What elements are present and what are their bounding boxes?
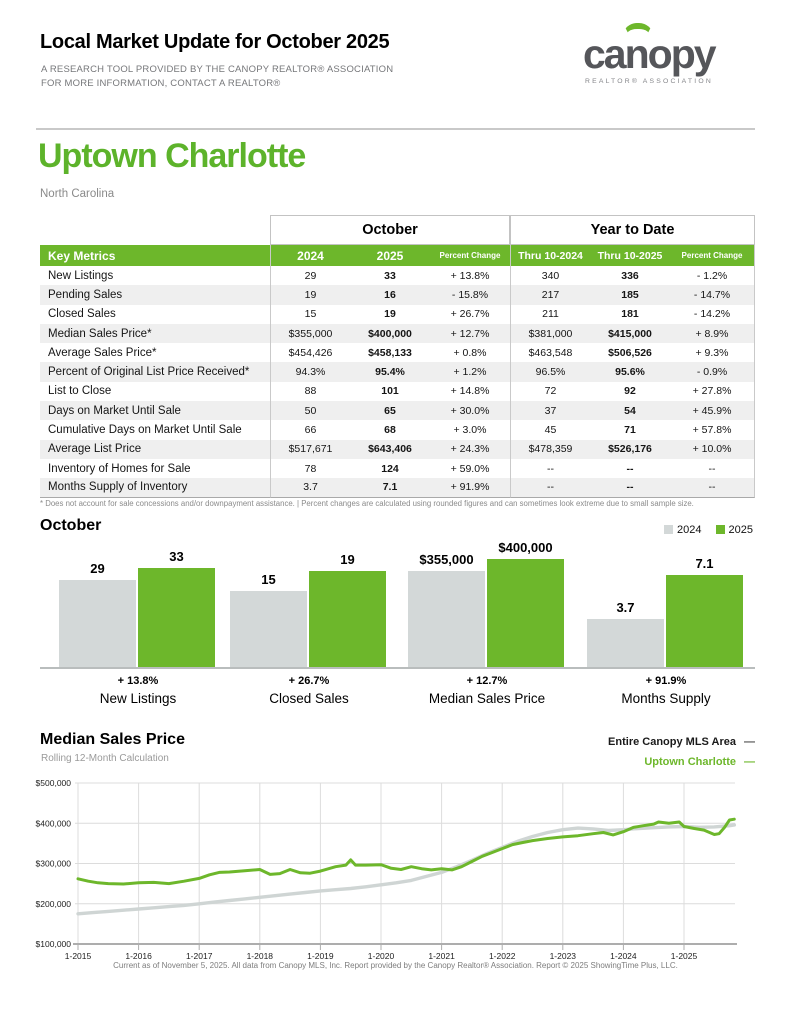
metric-label: New Listings bbox=[48, 269, 114, 282]
metric-label: Percent of Original List Price Received* bbox=[40, 362, 270, 381]
bar-value-2024: 15 bbox=[261, 572, 276, 587]
bar-2025 bbox=[138, 568, 215, 667]
bar-group bbox=[59, 510, 217, 715]
median-price-line-chart bbox=[35, 775, 757, 967]
metric-value: 19 bbox=[384, 308, 396, 321]
metric-value: + 0.8% bbox=[453, 346, 487, 359]
metric-value: 95.6% bbox=[590, 362, 670, 381]
metric-value: + 59.0% bbox=[450, 462, 490, 475]
canopy-tagline: REALTOR® ASSOCIATION bbox=[585, 78, 713, 85]
metric-value: -- bbox=[510, 478, 590, 497]
group-header-october: October bbox=[270, 215, 510, 245]
legend-label: 2024 bbox=[677, 524, 702, 536]
bar-value-2025: $400,000 bbox=[498, 540, 553, 555]
metric-value: 217 bbox=[510, 285, 590, 304]
column-header: Percent Change bbox=[670, 245, 755, 266]
metric-value: 336 bbox=[621, 269, 639, 282]
canopy-logo bbox=[583, 31, 755, 85]
canopy-arc-icon bbox=[623, 23, 653, 42]
bar-category-label: New Listings bbox=[99, 691, 177, 706]
line-legend-item bbox=[608, 756, 755, 768]
x-tick-label: 1-2020 bbox=[367, 951, 395, 961]
metric-value: - 15.8% bbox=[430, 285, 510, 304]
metric-value: -- bbox=[510, 459, 590, 478]
metric-value: $355,000 bbox=[270, 324, 350, 343]
line-chart-subtitle: Rolling 12-Month Calculation bbox=[41, 753, 169, 764]
metric-value: 33 bbox=[384, 269, 396, 282]
y-tick-label: $300,000 bbox=[35, 858, 71, 869]
metric-value: + 12.7% bbox=[430, 324, 510, 343]
y-tick-label: $100,000 bbox=[35, 939, 71, 949]
october-bar-chart bbox=[40, 510, 755, 715]
metric-value: $478,359 bbox=[510, 440, 590, 459]
metric-value: $458,133 bbox=[368, 346, 412, 359]
metric-value: + 45.9% bbox=[670, 401, 755, 420]
bar-value-2025: 7.1 bbox=[695, 556, 714, 571]
x-tick-label: 1-2022 bbox=[488, 951, 516, 961]
metric-value: + 1.2% bbox=[430, 362, 510, 381]
metric-value: 3.7 bbox=[270, 478, 350, 497]
bar-2024 bbox=[59, 580, 136, 667]
column-header: Key Metrics bbox=[40, 245, 270, 266]
metric-label: Pending Sales bbox=[40, 285, 270, 304]
bar-change-label: + 91.9% bbox=[645, 675, 687, 687]
line-chart-title: Median Sales Price bbox=[40, 731, 185, 748]
metric-value: $506,526 bbox=[608, 346, 652, 359]
line-legend-dash-icon: — bbox=[744, 736, 755, 748]
metric-value: $454,426 bbox=[270, 343, 350, 362]
x-tick-label: 1-2015 bbox=[64, 951, 92, 961]
column-header: Thru 10-2024 bbox=[510, 245, 590, 266]
x-tick-label: 1-2024 bbox=[610, 951, 637, 961]
bar-group bbox=[408, 510, 566, 715]
y-tick-label: $500,000 bbox=[35, 778, 71, 788]
metric-label: Average List Price bbox=[40, 440, 270, 459]
metric-value: 19 bbox=[270, 285, 350, 304]
bar-chart-title: October bbox=[40, 517, 102, 534]
line-legend-label: Uptown Charlotte bbox=[644, 756, 736, 768]
x-tick-label: 1-2016 bbox=[125, 951, 152, 961]
metric-value: + 91.9% bbox=[430, 478, 510, 497]
median-price-section bbox=[0, 726, 791, 971]
metric-value: 124 bbox=[381, 462, 399, 475]
metric-value: + 57.8% bbox=[670, 420, 755, 439]
metric-label: Days on Market Until Sale bbox=[40, 401, 270, 420]
metric-value: 94.3% bbox=[270, 362, 350, 381]
bar-category-label: Months Supply bbox=[621, 691, 711, 706]
metric-value: 78 bbox=[270, 459, 350, 478]
metric-value: + 14.8% bbox=[450, 385, 490, 398]
metric-value: -- bbox=[670, 459, 755, 478]
metric-value: 101 bbox=[381, 385, 399, 398]
metric-label: Closed Sales bbox=[48, 308, 116, 321]
canopy-wordmark: ca nopy bbox=[583, 34, 755, 75]
metric-value: -- bbox=[670, 478, 755, 497]
page-subtitle-2: FOR MORE INFORMATION, CONTACT A REALTOR® bbox=[41, 78, 281, 89]
x-tick-label: 1-2023 bbox=[549, 951, 577, 961]
metric-value: 45 bbox=[510, 420, 590, 439]
metric-value: 185 bbox=[590, 285, 670, 304]
line-chart-legend bbox=[608, 736, 755, 776]
area-title: Uptown Charlotte bbox=[38, 137, 306, 175]
metric-label: Months Supply of Inventory bbox=[40, 478, 270, 497]
bar-2025 bbox=[487, 559, 564, 667]
area-state: North Carolina bbox=[40, 188, 115, 200]
metric-value: + 3.0% bbox=[453, 424, 487, 437]
key-metrics-table bbox=[40, 215, 755, 498]
column-header: 2025 bbox=[350, 245, 430, 266]
metric-value: 65 bbox=[350, 401, 430, 420]
header-divider bbox=[36, 128, 755, 130]
metric-value: + 8.9% bbox=[670, 324, 755, 343]
page-title: Local Market Update for October 2025 bbox=[40, 31, 390, 53]
bar-value-2024: $355,000 bbox=[419, 552, 474, 567]
metric-value: -- bbox=[626, 462, 634, 475]
bar-change-label: + 26.7% bbox=[288, 675, 330, 687]
metric-value: + 10.0% bbox=[670, 440, 755, 459]
metric-value: + 26.7% bbox=[450, 308, 490, 321]
bar-category-label: Median Sales Price bbox=[428, 691, 546, 706]
metric-value: - 1.2% bbox=[670, 266, 755, 285]
metric-label: Median Sales Price* bbox=[40, 324, 270, 343]
line-legend-dash-icon: — bbox=[744, 756, 755, 768]
metric-value: 340 bbox=[510, 266, 590, 285]
metric-label: Average Sales Price* bbox=[48, 346, 157, 359]
x-tick-label: 1-2019 bbox=[307, 951, 334, 961]
metric-value: $526,176 bbox=[590, 440, 670, 459]
y-tick-label: $400,000 bbox=[35, 818, 71, 829]
metric-value: $415,000 bbox=[590, 324, 670, 343]
metric-value: -- bbox=[590, 478, 670, 497]
bar-2025 bbox=[666, 575, 743, 667]
table-footnote: * Does not account for sale concessions and/or downpayment assistance. | Percent changes are calculated using rounded figures and can sometimes look extreme due to small sample size. bbox=[40, 499, 694, 508]
bar-2024 bbox=[230, 591, 307, 667]
metric-label: List to Close bbox=[48, 385, 112, 398]
bar-value-2025: 33 bbox=[169, 549, 184, 564]
metric-value: $400,000 bbox=[350, 324, 430, 343]
metric-value: 37 bbox=[510, 401, 590, 420]
bar-change-label: + 12.7% bbox=[466, 675, 508, 687]
metric-value: - 14.7% bbox=[670, 285, 755, 304]
column-header: Percent Change bbox=[430, 245, 510, 266]
metric-value: $381,000 bbox=[510, 324, 590, 343]
line-legend-item bbox=[608, 736, 755, 748]
metric-value: 16 bbox=[350, 285, 430, 304]
metric-value: 92 bbox=[624, 385, 636, 398]
column-header: Thru 10-2025 bbox=[590, 245, 670, 266]
metric-value: $643,406 bbox=[350, 440, 430, 459]
metric-value: 68 bbox=[384, 424, 396, 437]
bar-2025 bbox=[309, 571, 386, 667]
column-header: 2024 bbox=[270, 245, 350, 266]
metric-value: - 14.2% bbox=[670, 305, 755, 324]
metric-value: 7.1 bbox=[350, 478, 430, 497]
metric-value: 71 bbox=[624, 424, 636, 437]
line-legend-label: Entire Canopy MLS Area bbox=[608, 736, 736, 748]
metric-value: 72 bbox=[510, 382, 590, 401]
metric-value: 54 bbox=[590, 401, 670, 420]
metric-value: 88 bbox=[270, 382, 350, 401]
metric-value: 181 bbox=[621, 308, 639, 321]
metric-label: Cumulative Days on Market Until Sale bbox=[48, 424, 242, 437]
table-corner-spacer bbox=[40, 215, 270, 245]
bar-2024 bbox=[587, 619, 664, 667]
metric-value: $463,548 bbox=[510, 343, 590, 362]
metric-value: + 9.3% bbox=[670, 343, 755, 362]
metric-value: 50 bbox=[270, 401, 350, 420]
bar-2024 bbox=[408, 571, 485, 667]
x-tick-label: 1-2021 bbox=[428, 951, 455, 961]
bar-category-label: Closed Sales bbox=[269, 691, 349, 706]
x-tick-label: 1-2018 bbox=[246, 951, 274, 961]
group-header-ytd: Year to Date bbox=[510, 215, 755, 245]
bar-group bbox=[230, 510, 388, 715]
bar-value-2024: 29 bbox=[90, 561, 105, 576]
metric-value: 96.5% bbox=[510, 362, 590, 381]
metric-value: 66 bbox=[270, 420, 350, 439]
page-footer: Current as of November 5, 2025. All data from Canopy MLS, Inc. Report provided by the Canopy Realtor® Association. Report © 2025 ShowingTime Plus, LLC. bbox=[113, 961, 678, 970]
metric-value: 29 bbox=[270, 266, 350, 285]
metric-value: - 0.9% bbox=[670, 362, 755, 381]
metric-value: 211 bbox=[510, 305, 590, 324]
metric-value: 15 bbox=[270, 305, 350, 324]
bar-group bbox=[587, 510, 745, 715]
bar-value-2025: 19 bbox=[340, 552, 355, 567]
legend-label: 2025 bbox=[728, 524, 753, 536]
metric-value: + 27.8% bbox=[670, 382, 755, 401]
bar-value-2024: 3.7 bbox=[616, 600, 635, 615]
x-tick-label: 1-2025 bbox=[670, 951, 698, 961]
metric-value: + 30.0% bbox=[430, 401, 510, 420]
y-tick-label: $200,000 bbox=[35, 898, 71, 909]
x-tick-label: 1-2017 bbox=[185, 951, 213, 961]
page-subtitle-1: A RESEARCH TOOL PROVIDED BY THE CANOPY REALTOR® ASSOCIATION bbox=[41, 64, 394, 75]
metric-value: + 13.8% bbox=[450, 269, 490, 282]
metric-value: $517,671 bbox=[270, 440, 350, 459]
metric-value: 95.4% bbox=[350, 362, 430, 381]
bar-change-label: + 13.8% bbox=[117, 675, 159, 687]
metric-value: + 24.3% bbox=[430, 440, 510, 459]
metric-label: Inventory of Homes for Sale bbox=[48, 462, 191, 475]
